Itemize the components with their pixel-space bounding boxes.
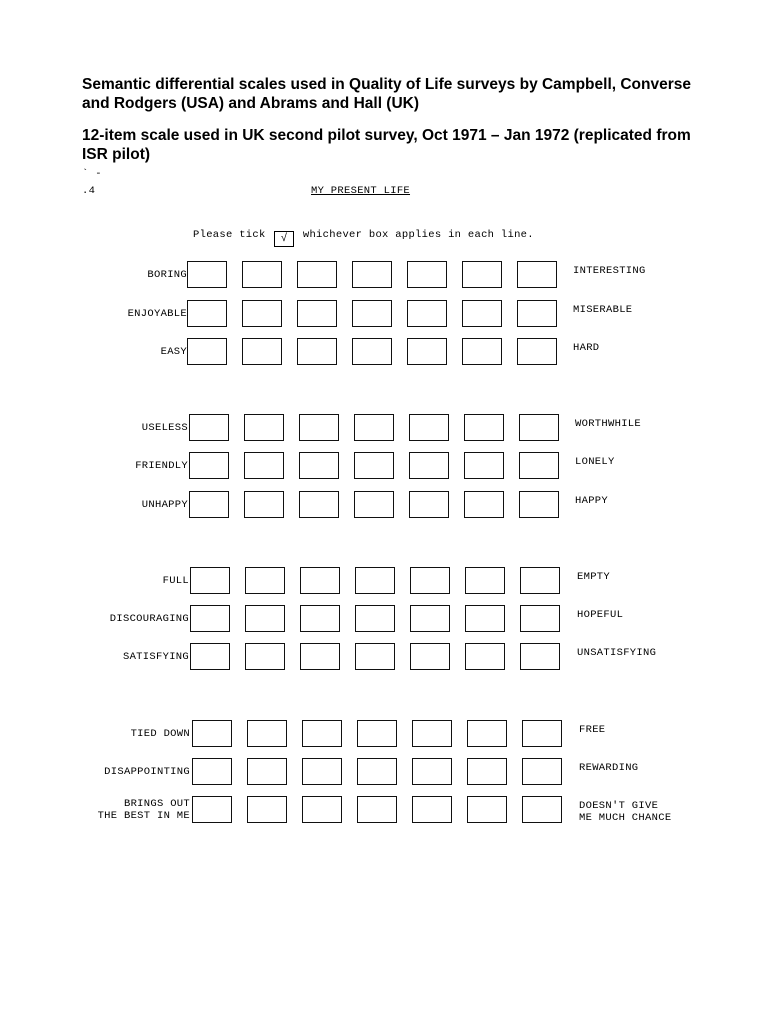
scale-checkbox-5[interactable] [409, 414, 449, 441]
scale-left-label: USELESS [141, 422, 188, 434]
scale-checkbox-4[interactable] [357, 796, 397, 823]
scale-left-label: DISAPPOINTING [104, 766, 190, 778]
scale-checkbox-7[interactable] [517, 338, 557, 365]
scale-checkbox-2[interactable] [244, 491, 284, 518]
scale-right-label: UNSATISFYING [577, 647, 657, 659]
scale-row [0, 452, 770, 484]
scale-checkbox-6[interactable] [467, 758, 507, 785]
scale-checkbox-5[interactable] [409, 491, 449, 518]
scale-checkbox-2[interactable] [247, 758, 287, 785]
scale-checkbox-4[interactable] [354, 491, 394, 518]
instruction-text-before: Please tick [193, 229, 266, 241]
scale-left-label: FULL [162, 575, 189, 587]
scale-checkbox-5[interactable] [407, 338, 447, 365]
tick-mark-icon: √ [280, 233, 288, 245]
scale-checkbox-6[interactable] [465, 643, 505, 670]
scale-checkbox-2[interactable] [244, 452, 284, 479]
scale-checkbox-2[interactable] [245, 567, 285, 594]
scale-checkbox-4[interactable] [352, 300, 392, 327]
scale-checkbox-7[interactable] [519, 452, 559, 479]
scale-checkbox-7[interactable] [520, 567, 560, 594]
scale-checkbox-4[interactable] [354, 452, 394, 479]
scale-row [0, 643, 770, 675]
scale-right-label: HOPEFUL [577, 609, 624, 621]
scale-checkbox-2[interactable] [247, 796, 287, 823]
scale-checkbox-7[interactable] [522, 758, 562, 785]
scale-checkbox-5[interactable] [412, 758, 452, 785]
scale-checkbox-3[interactable] [297, 300, 337, 327]
scale-checkbox-3[interactable] [300, 643, 340, 670]
scale-checkbox-6[interactable] [467, 796, 507, 823]
scale-checkbox-2[interactable] [242, 300, 282, 327]
scale-checkbox-6[interactable] [462, 338, 502, 365]
page-number: .4 [82, 185, 96, 197]
scale-checkbox-3[interactable] [300, 605, 340, 632]
scale-right-label: DOESN'T GIVE ME MUCH CHANCE [579, 800, 672, 824]
scale-right-label: INTERESTING [573, 265, 646, 277]
scale-checkbox-1[interactable] [190, 605, 230, 632]
scale-checkbox-4[interactable] [357, 720, 397, 747]
scale-checkbox-6[interactable] [464, 491, 504, 518]
scale-checkbox-3[interactable] [302, 720, 342, 747]
scale-checkbox-2[interactable] [242, 338, 282, 365]
scale-right-label: HAPPY [575, 495, 609, 507]
scale-checkbox-4[interactable] [357, 758, 397, 785]
scale-checkbox-2[interactable] [245, 643, 285, 670]
instruction-line [193, 229, 534, 247]
scale-checkbox-6[interactable] [462, 261, 502, 288]
scale-checkbox-5[interactable] [409, 452, 449, 479]
scale-checkbox-5[interactable] [410, 643, 450, 670]
scale-checkbox-7[interactable] [517, 261, 557, 288]
scale-checkbox-7[interactable] [519, 491, 559, 518]
scale-checkbox-1[interactable] [187, 338, 227, 365]
scale-checkbox-6[interactable] [462, 300, 502, 327]
scale-checkbox-1[interactable] [189, 414, 229, 441]
scale-checkbox-7[interactable] [519, 414, 559, 441]
scale-right-label: LONELY [575, 456, 615, 468]
scale-right-label: MISERABLE [573, 304, 633, 316]
scale-checkbox-1[interactable] [189, 452, 229, 479]
instruction-text-after: whichever box applies in each line. [302, 229, 534, 241]
scale-row [0, 796, 770, 828]
scale-right-label: EMPTY [577, 571, 611, 583]
scale-checkbox-7[interactable] [520, 605, 560, 632]
scale-checkbox-1[interactable] [187, 300, 227, 327]
scale-left-label: BORING [147, 269, 187, 281]
document-subheading: 12-item scale used in UK second pilot survey, Oct 1971 – Jan 1972 (replicated from ISR pilot) [82, 127, 691, 163]
scale-checkbox-5[interactable] [410, 567, 450, 594]
scale-left-label: SATISFYING [122, 651, 189, 663]
scale-checkbox-7[interactable] [522, 796, 562, 823]
scale-left-label: FRIENDLY [135, 460, 188, 472]
scale-checkbox-3[interactable] [299, 491, 339, 518]
scale-checkbox-6[interactable] [464, 414, 504, 441]
scale-checkbox-6[interactable] [464, 452, 504, 479]
scale-checkbox-6[interactable] [467, 720, 507, 747]
scale-left-label: EASY [160, 346, 187, 358]
scale-checkbox-5[interactable] [412, 720, 452, 747]
scale-right-label: HARD [573, 342, 600, 354]
scale-checkbox-2[interactable] [245, 605, 285, 632]
scale-checkbox-1[interactable] [189, 491, 229, 518]
scan-marks: ` - [82, 168, 102, 180]
scale-left-label: ENJOYABLE [127, 308, 187, 320]
scale-row [0, 567, 770, 599]
scale-checkbox-3[interactable] [302, 758, 342, 785]
scale-right-label: WORTHWHILE [575, 418, 642, 430]
scale-checkbox-1[interactable] [190, 643, 230, 670]
scale-checkbox-4[interactable] [352, 261, 392, 288]
scale-row [0, 605, 770, 637]
tick-example-box [274, 231, 294, 247]
scale-row [0, 491, 770, 523]
form-title: MY PRESENT LIFE [311, 185, 411, 197]
scale-checkbox-3[interactable] [299, 452, 339, 479]
scale-row [0, 414, 770, 446]
scale-checkbox-3[interactable] [302, 796, 342, 823]
scale-checkbox-1[interactable] [192, 758, 232, 785]
scale-checkbox-1[interactable] [192, 796, 232, 823]
scale-right-label: REWARDING [579, 762, 639, 774]
scale-row [0, 261, 770, 293]
scale-checkbox-3[interactable] [297, 261, 337, 288]
scale-checkbox-2[interactable] [247, 720, 287, 747]
scale-left-label: TIED DOWN [130, 728, 190, 740]
scale-checkbox-4[interactable] [355, 643, 395, 670]
scale-checkbox-4[interactable] [355, 605, 395, 632]
scale-left-label: BRINGS OUT THE BEST IN ME [97, 798, 190, 822]
scale-checkbox-5[interactable] [407, 300, 447, 327]
scale-checkbox-3[interactable] [299, 414, 339, 441]
scale-right-label: FREE [579, 724, 606, 736]
scale-checkbox-6[interactable] [465, 567, 505, 594]
scale-checkbox-4[interactable] [352, 338, 392, 365]
scale-row [0, 300, 770, 332]
scale-left-label: UNHAPPY [141, 499, 188, 511]
scale-checkbox-1[interactable] [192, 720, 232, 747]
scale-row [0, 758, 770, 790]
scale-checkbox-5[interactable] [412, 796, 452, 823]
scale-checkbox-4[interactable] [354, 414, 394, 441]
document-heading: Semantic differential scales used in Quality of Life surveys by Campbell, Converse and Rodgers (USA) and Abrams and Hall (UK) [82, 76, 692, 112]
scale-checkbox-3[interactable] [300, 567, 340, 594]
scale-row [0, 720, 770, 752]
scale-checkbox-2[interactable] [242, 261, 282, 288]
scale-checkbox-4[interactable] [355, 567, 395, 594]
scale-checkbox-3[interactable] [297, 338, 337, 365]
scale-checkbox-1[interactable] [187, 261, 227, 288]
scale-checkbox-7[interactable] [522, 720, 562, 747]
scale-row [0, 338, 770, 370]
scale-left-label: DISCOURAGING [109, 613, 189, 625]
scale-checkbox-7[interactable] [517, 300, 557, 327]
scale-checkbox-7[interactable] [520, 643, 560, 670]
scale-checkbox-1[interactable] [190, 567, 230, 594]
scale-checkbox-5[interactable] [410, 605, 450, 632]
scale-checkbox-6[interactable] [465, 605, 505, 632]
scale-checkbox-5[interactable] [407, 261, 447, 288]
scale-checkbox-2[interactable] [244, 414, 284, 441]
